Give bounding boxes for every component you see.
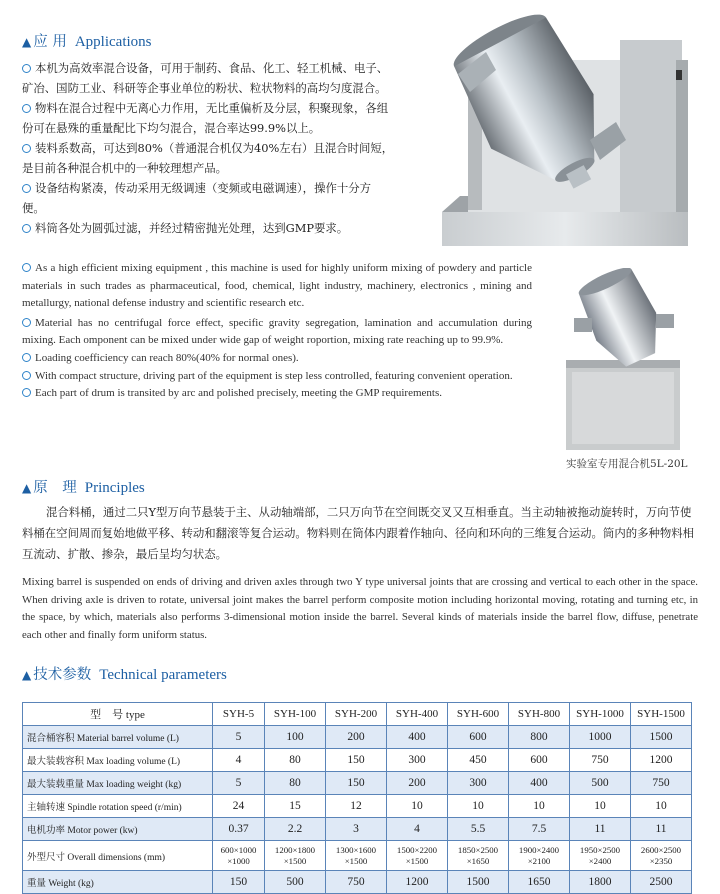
table-cell: 500 xyxy=(265,871,326,894)
table-row xyxy=(23,795,692,818)
table-cell: 1200 xyxy=(387,871,448,894)
bullet-icon xyxy=(22,64,31,73)
row-label: 外型尺寸 Overall dimensions (mm) xyxy=(23,841,213,871)
table-cell: 10 xyxy=(570,795,631,818)
row-label: 重量 Weight (kg) xyxy=(23,871,213,894)
table-row-header xyxy=(23,703,692,726)
table-cell: 10 xyxy=(448,795,509,818)
table-cell: 1850×2500 ×1650 xyxy=(448,841,509,871)
table-cell: 1500 xyxy=(631,726,692,749)
applications-cn-list xyxy=(22,58,442,238)
row-label: 最大装载容积 Max loading volume (L) xyxy=(23,749,213,772)
list-item: 矿冶、国防工业、科研等企事业单位的粉状、粒状物料的高均匀度混合。 xyxy=(22,81,387,95)
model-cell: SYH-5 xyxy=(213,703,265,726)
table-cell: 10 xyxy=(387,795,448,818)
table-cell: 5 xyxy=(213,772,265,795)
table-cell: 4 xyxy=(387,818,448,841)
table-row xyxy=(23,818,692,841)
table-cell: 7.5 xyxy=(509,818,570,841)
table-cell: 1500×2200 ×1500 xyxy=(387,841,448,871)
table-cell: 3 xyxy=(326,818,387,841)
table-row xyxy=(23,841,692,871)
table-cell: 400 xyxy=(387,726,448,749)
list-item: 本机为高效率混合设备，可用于制药、食品、化工、轻工机械、电子、 xyxy=(22,58,442,78)
table-row xyxy=(23,749,692,772)
table-cell: 600×1000 ×1000 xyxy=(213,841,265,871)
triangle-icon: ▲ xyxy=(22,481,32,495)
table-cell: 1650 xyxy=(509,871,570,894)
bullet-icon xyxy=(22,104,31,113)
list-item: As a high efficient mixing equipment , this machine is used for highly uniform mixing of powdery and particle materials in such trades as pharmaceutical, food, chemical, light industry, machinery, electronics , mining and metallurgy, national defense industry and scientific research etc. xyxy=(22,262,532,310)
model-cell: SYH-1500 xyxy=(631,703,692,726)
table-cell: 80 xyxy=(265,772,326,795)
table-cell: 5 xyxy=(213,726,265,749)
model-cell: SYH-100 xyxy=(265,703,326,726)
table-cell: 24 xyxy=(213,795,265,818)
list-item: 份可在悬殊的重量配比下均匀混合，混合率达99.9%以上。 xyxy=(22,121,321,135)
applications-title: ▲ 应 用 Applications xyxy=(22,34,152,50)
table-cell: 600 xyxy=(509,749,570,772)
bullet-icon xyxy=(22,184,31,193)
table-cell: 300 xyxy=(387,749,448,772)
table-cell: 2500 xyxy=(631,871,692,894)
applications-en-list xyxy=(22,260,532,403)
table-row xyxy=(23,772,692,795)
table-cell: 10 xyxy=(509,795,570,818)
triangle-icon: ▲ xyxy=(22,668,32,682)
table-cell: 1200 xyxy=(631,749,692,772)
table-cell: 10 xyxy=(631,795,692,818)
principles-cn-text: 混合料桶，通过二只Y型万向节悬装于主、从动轴端部，二只万向节在空间既交叉又互相垂直。当主动轴被拖动旋转时，万向节使料桶在空间周而复始地做平移、转动和翻滚等复合运动。物料则在筒体内跟着作轴向、径向和环向的三维复合运动。筒内的多种物料相互流动、扩散、掺杂，最后呈均匀状态。 xyxy=(22,505,695,561)
header-type-cell: 型 号 type xyxy=(23,703,213,726)
row-label: 电机功率 Motor power (kw) xyxy=(23,818,213,841)
table-cell: 200 xyxy=(326,726,387,749)
list-item: With compact structure, driving part of the equipment is step less controlled, featuring convenient operation. xyxy=(22,368,532,386)
table-row xyxy=(23,871,692,894)
model-cell: SYH-400 xyxy=(387,703,448,726)
table-cell: 1000 xyxy=(570,726,631,749)
table-cell: 200 xyxy=(387,772,448,795)
table-cell: 12 xyxy=(326,795,387,818)
table-cell: 2600×2500 ×2350 xyxy=(631,841,692,871)
triangle-icon: ▲ xyxy=(22,35,32,49)
table-cell: 1300×1600 ×1500 xyxy=(326,841,387,871)
bullet-icon xyxy=(22,318,31,327)
table-cell: 100 xyxy=(265,726,326,749)
model-cell: SYH-200 xyxy=(326,703,387,726)
list-item: 设备结构紧凑，传动采用无级调速（变频或电磁调速），操作十分方 xyxy=(22,178,442,198)
model-cell: SYH-600 xyxy=(448,703,509,726)
bullet-icon xyxy=(22,388,31,397)
technical-title: ▲ 技术参数 Technical parameters xyxy=(22,667,227,683)
list-item: Each part of drum is transited by arc and polished precisely, meeting the GMP requirements. xyxy=(22,385,532,403)
table-cell: 450 xyxy=(448,749,509,772)
row-label: 最大装载重量 Max loading weight (kg) xyxy=(23,772,213,795)
list-item: 物料在混合过程中无离心力作用，无比重偏析及分层，积聚现象，各组 xyxy=(22,98,442,118)
table-row xyxy=(23,726,692,749)
list-item: 便。 xyxy=(22,201,45,215)
principles-title: ▲ 原 理 Principles xyxy=(22,480,145,496)
list-item: Loading coefficiency can reach 80%(40% for normal ones). xyxy=(22,350,532,368)
table-cell: 0.37 xyxy=(213,818,265,841)
table-cell: 5.5 xyxy=(448,818,509,841)
table-cell: 80 xyxy=(265,749,326,772)
model-cell: SYH-800 xyxy=(509,703,570,726)
bullet-icon xyxy=(22,263,31,272)
table-cell: 2.2 xyxy=(265,818,326,841)
table-cell: 150 xyxy=(213,871,265,894)
bullet-icon xyxy=(22,224,31,233)
bullet-icon xyxy=(22,371,31,380)
list-item: 装料系数高，可达到80%（普通混合机仅为40%左右）且混合时间短， xyxy=(22,138,442,158)
table-cell: 800 xyxy=(509,726,570,749)
table-cell: 750 xyxy=(570,749,631,772)
table-cell: 500 xyxy=(570,772,631,795)
table-cell: 11 xyxy=(631,818,692,841)
row-label: 混合桶容积 Material barrel volume (L) xyxy=(23,726,213,749)
list-item: 料筒各处为圆弧过滤，并经过精密抛光处理，达到GMP要求。 xyxy=(22,218,442,238)
list-item: 是目前各种混合机中的一种较理想产品。 xyxy=(22,161,228,175)
table-cell: 300 xyxy=(448,772,509,795)
row-label: 主轴转速 Spindle rotation speed (r/min) xyxy=(23,795,213,818)
table-cell: 11 xyxy=(570,818,631,841)
table-cell: 15 xyxy=(265,795,326,818)
table-cell: 400 xyxy=(509,772,570,795)
table-cell: 1900×2400 ×2100 xyxy=(509,841,570,871)
table-cell: 1500 xyxy=(448,871,509,894)
list-item: Material has no centrifugal force effect, specific gravity segregation, lamination and accumulation during mixing. Each omponent can be mixed under wide gap of weight roportion, mixing rate reaching up to 99.9%. xyxy=(22,316,532,347)
table-cell: 600 xyxy=(448,726,509,749)
params-table xyxy=(22,702,692,894)
mixer-machine-image xyxy=(440,0,692,246)
table-cell: 1950×2500 ×2400 xyxy=(570,841,631,871)
principles-en-text: Mixing barrel is suspended on ends of driving and driven axles through two Y type universal joints that are crossing and vertical to each other in the space. When driving axle is driven to rotate, universal joint makes the barrel perform composite motion including horizontal moving, rotating and turning etc, in the space, by which, materials also performs 3-dimensional motion inside the barrel. Several kinds of materials inside the barrel flow, diffuse, penetrate each other and finally form uniform status. xyxy=(22,576,698,641)
bullet-icon xyxy=(22,353,31,362)
table-cell: 750 xyxy=(631,772,692,795)
lab-mixer-image xyxy=(560,268,686,450)
table-cell: 1200×1800 ×1500 xyxy=(265,841,326,871)
table-cell: 750 xyxy=(326,871,387,894)
table-cell: 1800 xyxy=(570,871,631,894)
table-cell: 150 xyxy=(326,772,387,795)
table-cell: 150 xyxy=(326,749,387,772)
lab-mixer-caption: 实验室专用混合机5L-20L xyxy=(566,458,688,470)
params-table-wrap xyxy=(22,702,692,894)
model-cell: SYH-1000 xyxy=(570,703,631,726)
table-cell: 4 xyxy=(213,749,265,772)
bullet-icon xyxy=(22,144,31,153)
